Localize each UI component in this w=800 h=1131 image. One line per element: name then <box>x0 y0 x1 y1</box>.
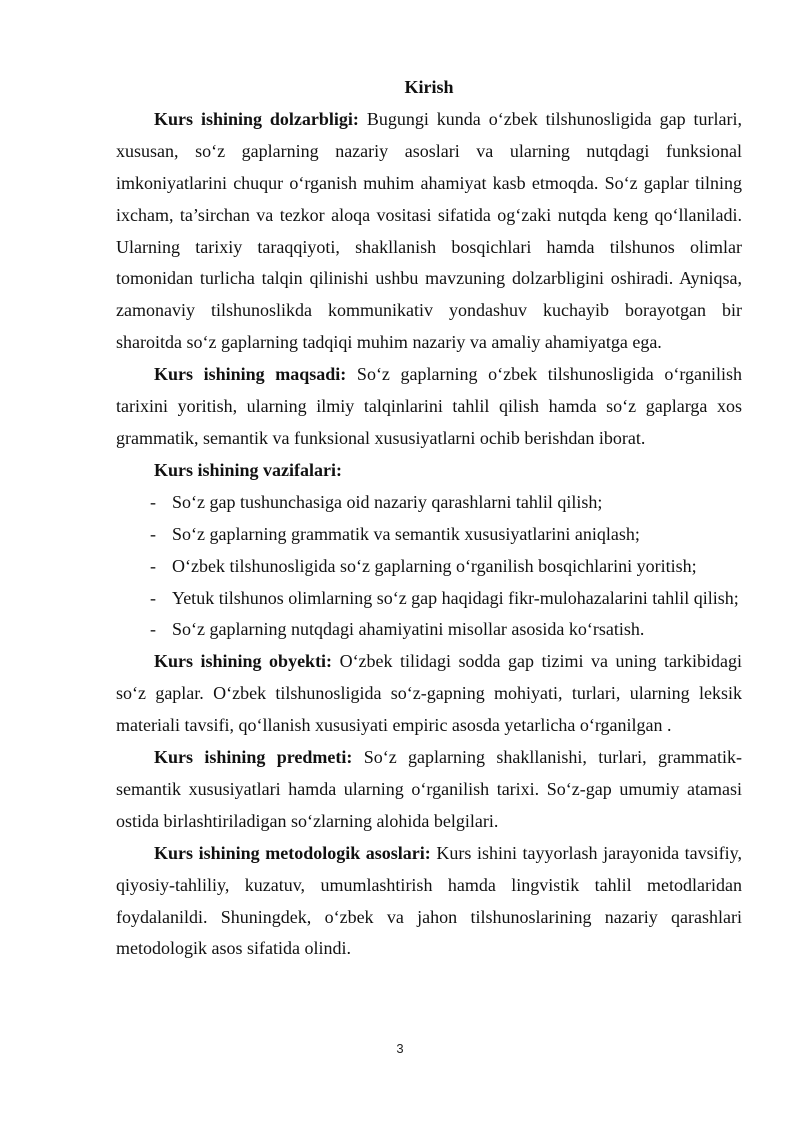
heading-maqsad: Kurs ishining maqsadi: <box>154 364 347 385</box>
list-item <box>116 519 742 551</box>
page-content <box>116 72 742 965</box>
heading-obyekt: Kurs ishining obyekti: <box>154 651 333 672</box>
page-number: 3 <box>396 1041 404 1056</box>
paragraph-maqsad <box>116 359 742 455</box>
list-item-text: So‘z gaplarning grammatik va semantik xususiyatlarini aniqlash; <box>172 523 640 544</box>
list-item <box>116 551 742 583</box>
text-predmet: So‘z gaplarning shakllanishi, turlari, grammatik-semantik xususiyatlari hamda ularning o‘rganilish tarixi. So‘z-gap umumiy atamasi ostida birlashtiriladigan so‘zlarning alohida belgilari. <box>116 747 742 831</box>
text-maqsad: So‘z gaplarning o‘zbek tilshunosligida o‘rganilish tarixini yoritish, ularning ilmiy talqinlarini tahlil qilish hamda so‘z gaplarga xos grammatik, semantik va funksional xususiyatlarni ochib berishdan iborat. <box>116 364 743 448</box>
heading-dolzarblik: Kurs ishining dolzarbligi: <box>154 108 359 129</box>
paragraph-dolzarblik <box>116 104 742 359</box>
heading-vazifalar: Kurs ishining vazifalari: <box>154 459 343 480</box>
heading-metodologik: Kurs ishining metodologik asoslari: <box>154 842 431 863</box>
list-item-text: O‘zbek tilshunosligida so‘z gaplarning o‘rganilish bosqichlarini yoritish; <box>172 555 697 576</box>
dash-bullet: - <box>150 523 156 544</box>
heading-predmet: Kurs ishining predmeti: <box>154 747 353 768</box>
dash-bullet: - <box>150 491 156 512</box>
text-dolzarblik: Bugungi kunda o‘zbek tilshunosligida gap turlari, xususan, so‘z gaplarning nazariy asoslari va ularning nutqdagi funksional imkoniyatlarini chuqur o‘rganish muhim ahamiyat kasb etmoqda. So‘z gaplar tilning ixcham, ta’sirchan va tezkor aloqa vositasi sifatida og‘zaki nutqda keng qo‘llaniladi. Ularning tarixiy taraqqiyoti, shakllanish bosqichlari hamda tilshunos olimlar tomonidan turlicha talqin qilinishi ushbu mavzuning dolzarbligini oshiradi. Ayniqsa, zamonaviy tilshunoslikda kommunikativ yondashuv kuchayib borayotgan bir sharoitda so‘z gaplarning tadqiqi muhim nazariy va amaliy ahamiyatga ega. <box>116 108 742 353</box>
list-item <box>116 614 742 646</box>
dash-bullet: - <box>150 587 156 608</box>
paragraph-metodologik <box>116 838 742 966</box>
list-item-text: So‘z gaplarning nutqdagi ahamiyatini misollar asosida ko‘rsatish. <box>172 619 645 640</box>
paragraph-vazifalar <box>116 455 742 487</box>
text-metodologik: Kurs ishini tayyorlash jarayonida tavsifiy, qiyosiy-tahliliy, kuzatuv, umumlashtirish hamda lingvistik tahlil metodlaridan foydalanildi. Shuningdek, o‘zbek va jahon tilshunoslarining nazariy qarashlari metodologik asos sifatida olindi. <box>116 842 742 959</box>
dash-bullet: - <box>150 555 156 576</box>
page-title: Kirish <box>404 77 454 97</box>
list-item <box>116 487 742 519</box>
dash-bullet: - <box>150 619 156 640</box>
list-item <box>116 583 742 615</box>
list-item-text: So‘z gap tushunchasiga oid nazariy qarashlarni tahlil qilish; <box>172 491 603 512</box>
text-obyekt: O‘zbek tilidagi sodda gap tizimi va uning tarkibidagi so‘z gaplar. O‘zbek tilshunosligida so‘z-gapning mohiyati, turlari, ularning leksik materiali tavsifi, qo‘llanish xususiyati empiric asosda yetarlicha o‘rganilgan . <box>116 651 742 736</box>
paragraph-obyekt <box>116 646 742 742</box>
paragraph-predmet <box>116 742 742 838</box>
list-item-text: Yetuk tilshunos olimlarning so‘z gap haqidagi fikr-mulohazalarini tahlil qilish; <box>172 587 739 608</box>
